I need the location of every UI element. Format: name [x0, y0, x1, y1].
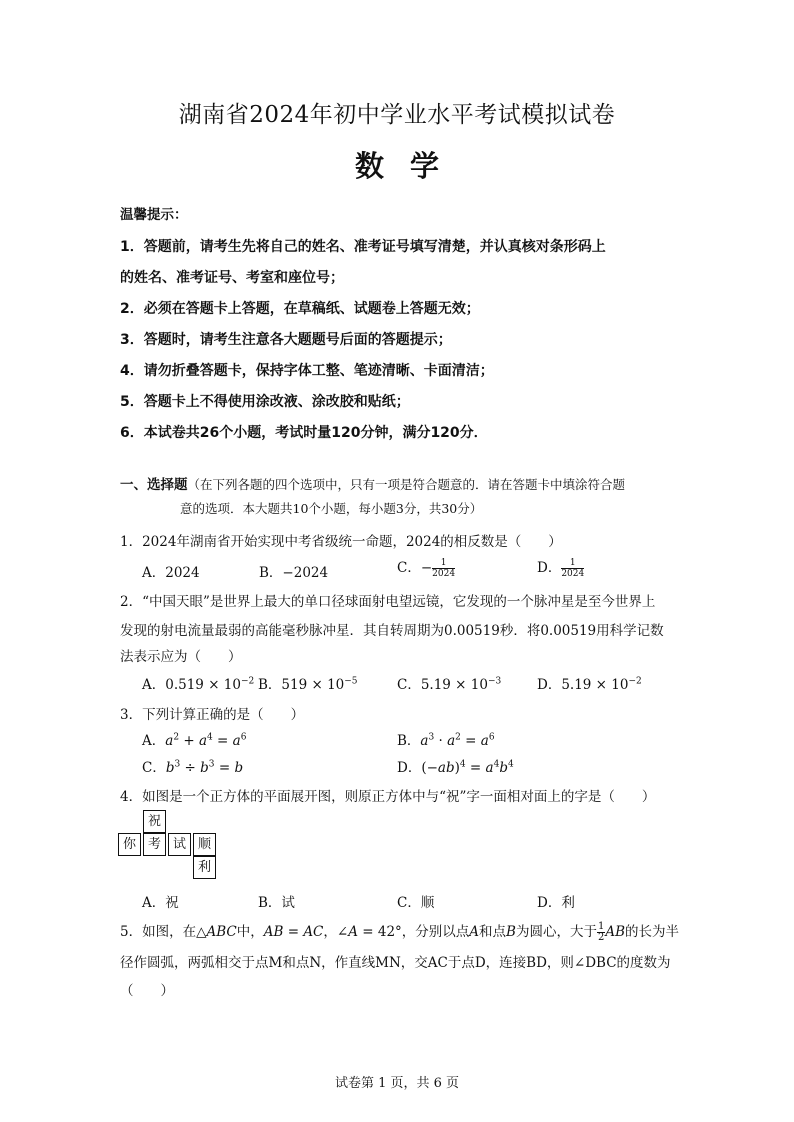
q2-option-c: [397, 673, 501, 693]
q2-b-exp: −5: [344, 676, 358, 687]
question-2-line-2: 发现的射电流量最弱的高能毫秒脉冲星．其自转周期为0.00519秒．将0.00519用科学记数: [120, 623, 664, 639]
page-footer: 试卷第 1 页，共 6 页: [334, 1076, 460, 1091]
section-note-2: 意的选项．本大题共10个小题，每小题3分，共30分）: [180, 501, 483, 516]
q5-text-f: 为圆心，大于: [515, 924, 597, 940]
tip-line-5: 4．请勿折叠答题卡，保持字体工整、笔迹清晰、卡面清洁；: [120, 363, 494, 379]
q3-option-a: A．$a^2 + a^4 = a^6$: [142, 732, 247, 749]
q2-a-base: A．0.519 × 10: [142, 677, 241, 693]
q5-text-a: 5．如图，在△: [120, 924, 207, 940]
q1-option-d-fraction: [561, 558, 584, 579]
question-5-line-2: 径作圆弧，两弧相交于点M和点N，作直线MN，交AC于点D，连接BD，则∠DBC的度数为: [120, 955, 671, 971]
q1-option-c: [397, 556, 455, 579]
q2-b-base: B．519 × 10: [258, 677, 345, 693]
section-heading: [120, 473, 625, 493]
tip-line-1: 1．答题前，请考生先将自己的姓名、准考证号填写清楚，并认真核对条形码上: [120, 239, 606, 255]
q2-a-exp: −2: [240, 676, 255, 687]
tip-line-4: 3．答题时，请考生注意各大题题号后面的答题提示；: [120, 332, 452, 348]
q1-d-denominator: 2024: [561, 569, 585, 579]
net-cell-zhu: 祝: [143, 810, 166, 833]
question-3-stem: 3．下列计算正确的是（ ）: [120, 707, 305, 723]
q3-d-label: D．: [397, 760, 422, 776]
net-cell-shun: 顺: [193, 833, 216, 856]
q3-a-label: A．: [142, 733, 166, 749]
tip-line-3: 2．必须在答题卡上答题，在草稿纸、试题卷上答题无效；: [120, 301, 480, 317]
question-1-stem: 1．2024年湖南省开始实现中考省级统一命题，2024的相反数是（ ）: [120, 534, 562, 550]
q3-c-label: C．: [142, 760, 166, 776]
question-5-line-1: 5．如图，在△ABC中，AB = AC，∠A = 42°，分别以点A和点B为圆心，大于 $\frac{1}{2}$ AB的长为半: [120, 921, 680, 943]
q1-c-numerator: 1: [432, 558, 455, 569]
question-2-line-1: 2．“中国天眼”是世界上最大的单口径球面射电望远镜，它发现的一个脉冲星是至今世界上: [120, 594, 656, 610]
tip-line-2: 的姓名、准考证号、考室和座位号；: [120, 270, 344, 286]
q3-option-c: C．$b^3 \div b^3 = b$: [142, 759, 244, 776]
q2-option-b: [258, 673, 358, 693]
q1-option-d: [537, 556, 584, 579]
net-cell-shi: 试: [168, 833, 191, 856]
q5-text-b: 中，: [236, 924, 264, 940]
q2-c-exp: −3: [487, 676, 502, 687]
q3-option-d: D．$(-ab)^4 = a^4b^4$: [397, 759, 514, 776]
q2-option-a: [142, 673, 254, 693]
q2-c-base: C．5.19 × 10: [397, 677, 488, 693]
q4-option-d: D．利: [537, 895, 575, 911]
question-2-line-3: 法表示应为（ ）: [120, 649, 242, 665]
q5-text-c: ，∠: [323, 924, 349, 940]
q1-option-d-prefix: D．: [537, 560, 562, 576]
subject-title: 数学: [354, 149, 465, 183]
tip-line-7: 6．本试卷共26个小题，考试时量120分钟，满分120分．: [120, 425, 488, 441]
q4-option-b: B．试: [258, 895, 295, 911]
q3-b-label: B．: [397, 733, 421, 749]
q4-option-a: A．祝: [142, 895, 179, 911]
section-note-1: （在下列各题的四个选项中，只有一项是符合题意的．请在答题卡中填涂符合题: [187, 477, 626, 492]
net-cell-li: 利: [193, 856, 216, 879]
q2-d-exp: −2: [628, 676, 642, 687]
question-4-stem: 4．如图是一个正方体的平面展开图，则原正方体中与“祝”字一面相对面上的字是（ ）: [120, 789, 656, 805]
page-title: 湖南省2024年初中学业水平考试模拟试卷: [178, 102, 616, 128]
q4-option-c: C．顺: [397, 895, 435, 911]
q2-option-d: [537, 673, 642, 693]
q5-text-d: = 42°，分别以点: [357, 924, 470, 940]
question-5-line-3: （ ）: [120, 983, 174, 999]
q1-option-a: A．2024: [142, 565, 200, 581]
q5-text-e: 和点: [479, 924, 507, 940]
net-cell-ni: 你: [118, 833, 141, 856]
q2-d-base: D．5.19 × 10: [537, 677, 629, 693]
tips-heading: 温馨提示：: [120, 207, 188, 223]
q1-option-c-prefix: C．−: [397, 560, 433, 576]
q5-text-g: 的长为半: [625, 924, 680, 940]
q1-c-denominator: 2024: [432, 569, 456, 579]
tip-line-6: 5．答题卡上不得使用涂改液、涂改胶和贴纸；: [120, 394, 410, 410]
net-cell-kao: 考: [143, 833, 166, 856]
q3-option-b: B．$a^3 \cdot a^2 = a^6$: [397, 732, 495, 749]
q1-option-b: B．−2024: [259, 565, 329, 581]
q1-d-numerator: 1: [561, 558, 584, 569]
q1-option-c-fraction: [432, 558, 455, 579]
section-label: 一、选择题: [120, 477, 188, 493]
